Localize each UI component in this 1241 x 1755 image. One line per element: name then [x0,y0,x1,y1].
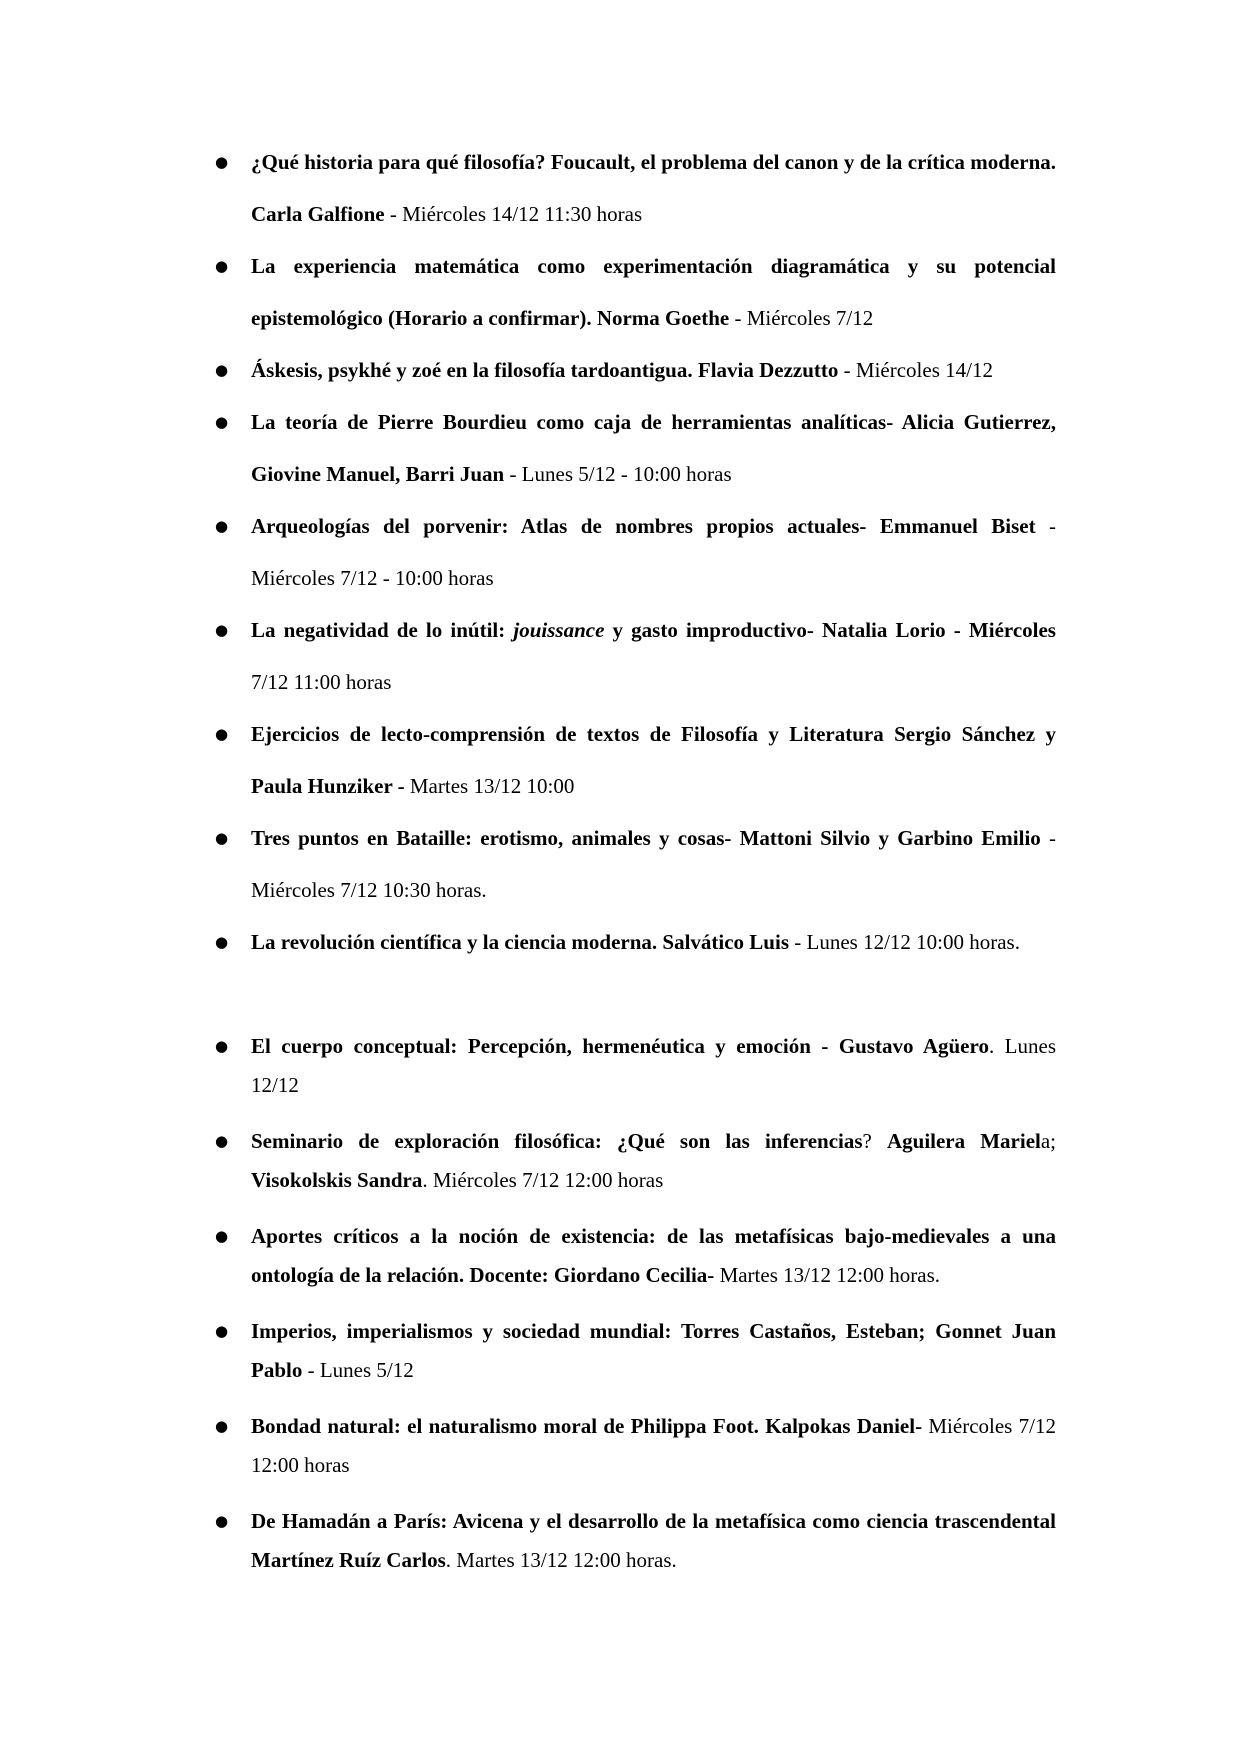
bullet-icon: ● [215,621,229,639]
item-detail-text: - Miércoles 7/12 - 10:00 horas [251,514,1057,590]
item-detail-text: - Miércoles 7/12 10:30 horas. [251,826,1056,902]
item-title-text: Arqueologías del porvenir: Atlas de nombres propios actuales- Emmanuel Biset [251,514,1036,538]
item-title-text: La revolución científica y la ciencia moderna. Salvático Luis [251,930,789,954]
bullet-icon: ● [215,1132,229,1150]
list-item [215,604,1056,708]
bullet-icon: ● [215,517,229,535]
item-detail-text: - Lunes 12/12 10:00 horas. [789,930,1020,954]
item-title-text: Áskesis, psykhé y zoé en la filosofía tardoantigua. Flavia Dezzutto [251,358,839,382]
bullet-icon: ● [215,1417,229,1435]
list-item [215,1217,1056,1295]
bullet-icon: ● [215,1512,229,1530]
item-title-text: Visokolskis Sandra [251,1168,423,1192]
item-detail-text: . Lunes 12/12 [251,1034,1056,1097]
list-item [215,1027,1056,1105]
list-item [215,1122,1057,1200]
item-title-text: Aguilera Mariel [886,1129,1041,1153]
item-title-text: Tres puntos en Bataille: erotismo, animales y cosas- Mattoni Silvio y Garbino Emilio [251,826,1041,850]
item-detail-text: Martes 13/12 12:00 horas. [714,1263,941,1287]
item-title-text: ¿Qué historia para qué filosofía? Foucault, el problema del canon y de la crítica moderna. Carla Galfione [251,150,1056,226]
item-title-text: La experiencia matemática como experimentación diagramática y su potencial epistemológico (Horario a confirmar). Norma Goethe [251,254,1056,330]
item-detail-text: - Miércoles 14/12 [838,358,993,382]
item-detail-text: Miércoles 7/12 12:00 horas [251,1414,1056,1477]
list-item [215,344,1056,396]
item-title-text: De Hamadán a París: Avicena y el desarrollo de la metafísica como ciencia trascendental Martínez Ruíz Carlos [251,1509,1056,1572]
bullet-icon: ● [215,933,229,951]
item-title-text: La negatividad de lo inútil: [251,618,514,642]
item-detail-text: 7/12 11:00 horas [251,670,392,694]
list-item [215,500,1057,604]
item-title-text: Aportes críticos a la noción de existencia: de las metafísicas bajo-medievales a una ontología de la relación. Docente: Giordano Cecilia- [251,1224,1056,1287]
bullet-icon: ● [215,361,229,379]
item-detail-text: a; [1040,1129,1057,1153]
bullet-icon: ● [215,725,229,743]
item-detail-text: Martes 13/12 10:00 [404,774,575,798]
item-title-text: Bondad natural: el naturalismo moral de Philippa Foot. Kalpokas Daniel- [251,1414,923,1438]
bullet-icon: ● [215,829,229,847]
list-item [215,1312,1056,1390]
list-item [215,240,1056,344]
list-item [215,916,1056,968]
bullet-icon: ● [215,1227,229,1245]
item-title-text: Ejercicios de lecto-comprensión de textos de Filosofía y Literatura Sergio Sánchez y Paula Hunziker - [251,722,1056,798]
list-item [215,396,1056,500]
bullet-icon: ● [215,257,229,275]
list-item [215,1502,1056,1580]
item-title-text: Seminario de exploración filosófica: ¿Qué son las inferencias [251,1129,863,1153]
bullet-icon: ● [215,1037,229,1055]
item-title-text: La teoría de Pierre Bourdieu como caja de herramientas analíticas- Alicia Gutierrez, Giovine Manuel, Barri Juan [251,410,1056,486]
item-title-text: El cuerpo conceptual: Percepción, hermenéutica y emoción - Gustavo Agüero [251,1034,989,1058]
item-title-text: jouissance [513,618,605,642]
item-detail-text: - Miércoles 14/12 11:30 horas [384,202,643,226]
item-detail-text: - Miércoles 7/12 [729,306,874,330]
list-item [215,136,1056,240]
item-detail-text: - Lunes 5/12 - 10:00 horas [504,462,732,486]
item-detail-text: . Martes 13/12 12:00 horas. [445,1548,677,1572]
item-title-text: Imperios, imperialismos y sociedad mundial: Torres Castaños, Esteban; Gonnet Juan Pablo [251,1319,1056,1382]
item-detail-text: - Lunes 5/12 [302,1358,414,1382]
bullet-icon: ● [215,413,229,431]
list-item [215,1407,1056,1485]
bullet-icon: ● [215,153,229,171]
item-title-text: y gasto improductivo- Natalia Lorio - Miércoles [604,618,1056,642]
item-detail-text: . Miércoles 7/12 12:00 horas [422,1168,664,1192]
list-item [215,812,1056,916]
list-item [215,708,1056,812]
bullet-icon: ● [215,1322,229,1340]
item-detail-text: ? [862,1129,887,1153]
